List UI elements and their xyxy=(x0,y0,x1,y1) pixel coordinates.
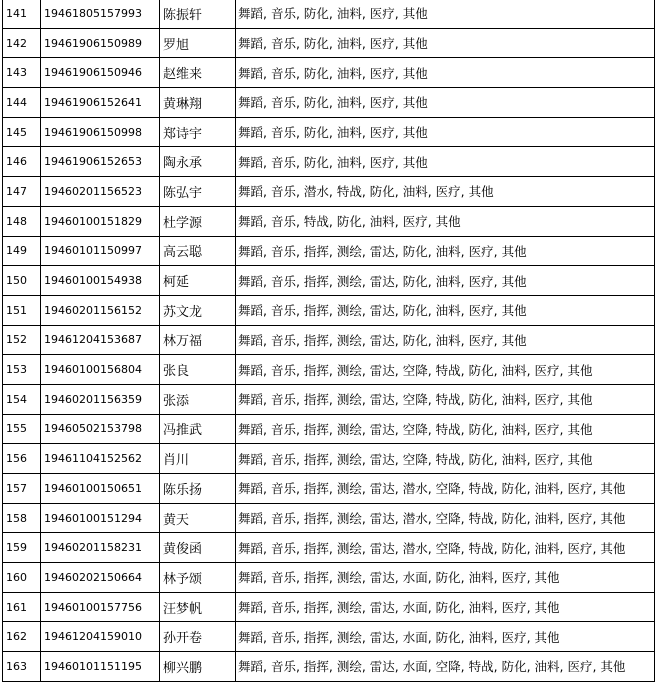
candidate-name-cell: 林予颂 xyxy=(160,563,236,593)
candidate-name-cell: 张良 xyxy=(160,355,236,385)
row-number-cell: 152 xyxy=(3,325,41,355)
candidate-id-cell: 19460101151195 xyxy=(41,652,160,682)
row-number-cell: 158 xyxy=(3,503,41,533)
candidate-name-cell: 陈弘宇 xyxy=(160,177,236,207)
candidate-id-cell: 19460100151294 xyxy=(41,503,160,533)
table-row xyxy=(3,384,655,414)
candidate-name-cell: 陈振轩 xyxy=(160,0,236,28)
table-row xyxy=(3,295,655,325)
candidate-id-cell: 19460100154938 xyxy=(41,266,160,296)
candidate-name-cell: 柯延 xyxy=(160,266,236,296)
candidate-name-cell: 赵维来 xyxy=(160,58,236,88)
row-number-cell: 163 xyxy=(3,652,41,682)
specialty-categories-cell: 舞蹈, 音乐, 指挥, 测绘, 雷达, 水面, 防化, 油料, 医疗, 其他 xyxy=(236,563,655,593)
table-row xyxy=(3,414,655,444)
candidate-name-cell: 黄俊函 xyxy=(160,533,236,563)
candidate-id-cell: 19461906152653 xyxy=(41,147,160,177)
row-number-cell: 146 xyxy=(3,147,41,177)
specialty-categories-cell: 舞蹈, 音乐, 防化, 油料, 医疗, 其他 xyxy=(236,58,655,88)
row-number-cell: 153 xyxy=(3,355,41,385)
table-row xyxy=(3,28,655,58)
table-row xyxy=(3,147,655,177)
candidate-id-cell: 19460201156523 xyxy=(41,177,160,207)
table-row xyxy=(3,325,655,355)
candidate-id-cell: 19461104152562 xyxy=(41,444,160,474)
row-number-cell: 142 xyxy=(3,28,41,58)
specialty-categories-cell: 舞蹈, 音乐, 指挥, 测绘, 雷达, 防化, 油料, 医疗, 其他 xyxy=(236,295,655,325)
specialty-categories-cell: 舞蹈, 音乐, 指挥, 测绘, 雷达, 防化, 油料, 医疗, 其他 xyxy=(236,236,655,266)
table-row xyxy=(3,652,655,682)
table-row xyxy=(3,0,655,28)
table-row xyxy=(3,563,655,593)
table-row xyxy=(3,88,655,118)
specialty-categories-cell: 舞蹈, 音乐, 防化, 油料, 医疗, 其他 xyxy=(236,0,655,28)
candidate-name-cell: 黄天 xyxy=(160,503,236,533)
candidate-id-cell: 19461906150989 xyxy=(41,28,160,58)
specialty-categories-cell: 舞蹈, 音乐, 特战, 防化, 油料, 医疗, 其他 xyxy=(236,206,655,236)
table-row xyxy=(3,503,655,533)
candidate-name-cell: 陈乐扬 xyxy=(160,474,236,504)
row-number-cell: 162 xyxy=(3,622,41,652)
candidate-name-cell: 肖川 xyxy=(160,444,236,474)
candidate-id-cell: 19460100150651 xyxy=(41,474,160,504)
row-number-cell: 151 xyxy=(3,295,41,325)
row-number-cell: 156 xyxy=(3,444,41,474)
candidate-name-cell: 冯推武 xyxy=(160,414,236,444)
candidate-name-cell: 陶永承 xyxy=(160,147,236,177)
table-row xyxy=(3,592,655,622)
row-number-cell: 147 xyxy=(3,177,41,207)
row-number-cell: 144 xyxy=(3,88,41,118)
specialty-categories-cell: 舞蹈, 音乐, 指挥, 测绘, 雷达, 空降, 特战, 防化, 油料, 医疗, 其他 xyxy=(236,355,655,385)
candidate-name-cell: 柳兴鹏 xyxy=(160,652,236,682)
candidate-id-cell: 19460502153798 xyxy=(41,414,160,444)
candidate-id-cell: 19461906150998 xyxy=(41,117,160,147)
specialty-categories-cell: 舞蹈, 音乐, 指挥, 测绘, 雷达, 空降, 特战, 防化, 油料, 医疗, 其他 xyxy=(236,414,655,444)
candidate-name-cell: 杜学源 xyxy=(160,206,236,236)
row-number-cell: 150 xyxy=(3,266,41,296)
specialty-categories-cell: 舞蹈, 音乐, 防化, 油料, 医疗, 其他 xyxy=(236,117,655,147)
row-number-cell: 161 xyxy=(3,592,41,622)
candidate-id-cell: 19461906150946 xyxy=(41,58,160,88)
specialty-categories-cell: 舞蹈, 音乐, 指挥, 测绘, 雷达, 防化, 油料, 医疗, 其他 xyxy=(236,325,655,355)
candidate-name-cell: 孙开卷 xyxy=(160,622,236,652)
table-row xyxy=(3,177,655,207)
candidate-name-cell: 罗旭 xyxy=(160,28,236,58)
table-row xyxy=(3,622,655,652)
candidate-id-cell: 19461204153687 xyxy=(41,325,160,355)
table-row xyxy=(3,58,655,88)
specialty-categories-cell: 舞蹈, 音乐, 指挥, 测绘, 雷达, 防化, 油料, 医疗, 其他 xyxy=(236,266,655,296)
results-table xyxy=(2,0,655,682)
candidate-name-cell: 张添 xyxy=(160,384,236,414)
table-row xyxy=(3,206,655,236)
candidate-id-cell: 19460100157756 xyxy=(41,592,160,622)
row-number-cell: 143 xyxy=(3,58,41,88)
specialty-categories-cell: 舞蹈, 音乐, 指挥, 测绘, 雷达, 水面, 防化, 油料, 医疗, 其他 xyxy=(236,592,655,622)
row-number-cell: 160 xyxy=(3,563,41,593)
row-number-cell: 154 xyxy=(3,384,41,414)
candidate-name-cell: 汪梦帆 xyxy=(160,592,236,622)
table-row xyxy=(3,444,655,474)
candidate-id-cell: 19461805157993 xyxy=(41,0,160,28)
table-row xyxy=(3,355,655,385)
specialty-categories-cell: 舞蹈, 音乐, 防化, 油料, 医疗, 其他 xyxy=(236,147,655,177)
specialty-categories-cell: 舞蹈, 音乐, 指挥, 测绘, 雷达, 水面, 空降, 特战, 防化, 油料, 医疗, 其他 xyxy=(236,652,655,682)
specialty-categories-cell: 舞蹈, 音乐, 指挥, 测绘, 雷达, 空降, 特战, 防化, 油料, 医疗, 其他 xyxy=(236,444,655,474)
table-row xyxy=(3,474,655,504)
table-row xyxy=(3,533,655,563)
specialty-categories-cell: 舞蹈, 音乐, 指挥, 测绘, 雷达, 潜水, 空降, 特战, 防化, 油料, 医疗, 其他 xyxy=(236,474,655,504)
candidate-id-cell: 19460201158231 xyxy=(41,533,160,563)
table-body xyxy=(3,0,655,681)
candidate-id-cell: 19460100151829 xyxy=(41,206,160,236)
table-row xyxy=(3,117,655,147)
specialty-categories-cell: 舞蹈, 音乐, 防化, 油料, 医疗, 其他 xyxy=(236,28,655,58)
candidate-id-cell: 19461204159010 xyxy=(41,622,160,652)
candidate-name-cell: 郑诗宇 xyxy=(160,117,236,147)
row-number-cell: 148 xyxy=(3,206,41,236)
row-number-cell: 145 xyxy=(3,117,41,147)
candidate-id-cell: 19460201156359 xyxy=(41,384,160,414)
candidate-id-cell: 19460101150997 xyxy=(41,236,160,266)
candidate-id-cell: 19460201156152 xyxy=(41,295,160,325)
row-number-cell: 155 xyxy=(3,414,41,444)
specialty-categories-cell: 舞蹈, 音乐, 潜水, 特战, 防化, 油料, 医疗, 其他 xyxy=(236,177,655,207)
candidate-name-cell: 林万福 xyxy=(160,325,236,355)
specialty-categories-cell: 舞蹈, 音乐, 防化, 油料, 医疗, 其他 xyxy=(236,88,655,118)
row-number-cell: 149 xyxy=(3,236,41,266)
specialty-categories-cell: 舞蹈, 音乐, 指挥, 测绘, 雷达, 潜水, 空降, 特战, 防化, 油料, 医疗, 其他 xyxy=(236,533,655,563)
candidate-id-cell: 19460202150664 xyxy=(41,563,160,593)
row-number-cell: 141 xyxy=(3,0,41,28)
specialty-categories-cell: 舞蹈, 音乐, 指挥, 测绘, 雷达, 空降, 特战, 防化, 油料, 医疗, 其他 xyxy=(236,384,655,414)
candidate-id-cell: 19461906152641 xyxy=(41,88,160,118)
candidate-id-cell: 19460100156804 xyxy=(41,355,160,385)
row-number-cell: 157 xyxy=(3,474,41,504)
specialty-categories-cell: 舞蹈, 音乐, 指挥, 测绘, 雷达, 潜水, 空降, 特战, 防化, 油料, 医疗, 其他 xyxy=(236,503,655,533)
candidate-name-cell: 黄琳翔 xyxy=(160,88,236,118)
table-row xyxy=(3,266,655,296)
table-row xyxy=(3,236,655,266)
specialty-categories-cell: 舞蹈, 音乐, 指挥, 测绘, 雷达, 水面, 防化, 油料, 医疗, 其他 xyxy=(236,622,655,652)
candidate-name-cell: 高云聪 xyxy=(160,236,236,266)
row-number-cell: 159 xyxy=(3,533,41,563)
candidate-name-cell: 苏文龙 xyxy=(160,295,236,325)
